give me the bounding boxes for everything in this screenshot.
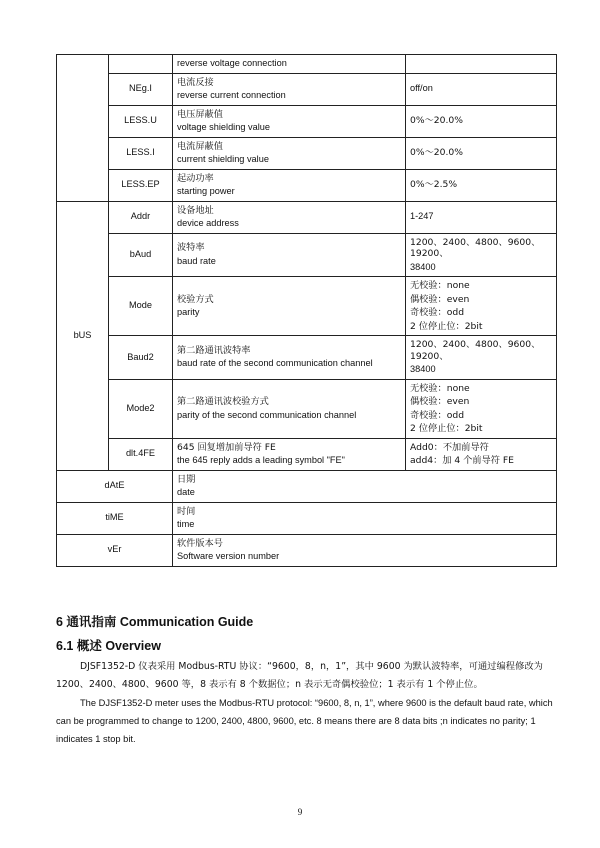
table-row: [57, 336, 557, 380]
table-row: [57, 502, 557, 534]
param-code: NEg.I: [109, 73, 173, 105]
param-value: 无校验：none 偶校验：even 奇校验：odd 2 位停止位：2bit: [406, 277, 557, 336]
param-code: Mode: [109, 277, 173, 336]
table-row: [57, 379, 557, 438]
table-row: [57, 137, 557, 169]
table-row: [57, 105, 557, 137]
parameter-table-body: [57, 55, 557, 567]
param-value: 1-247: [406, 201, 557, 233]
param-description: 软件版本号 Software version number: [173, 534, 557, 566]
param-code: dAtE: [57, 470, 173, 502]
param-description: 电流反接 reverse current connection: [173, 73, 406, 105]
paragraph-chinese: DJSF1352-D 仪表采用 Modbus-RTU 协议：“9600，8，n，1”，其中 9600 为默认波特率，可通过编程修改为 1200、2400、4800、9600 等，8 表示有 8 个数据位；n 表示无奇偶校验位；1 表示有 1 个停止位。: [56, 661, 543, 690]
group-cell-continued: [57, 55, 109, 202]
param-description: 日期 date: [173, 470, 557, 502]
table-row: [57, 169, 557, 201]
param-value: 1200、2400、4800、9600、19200、 38400: [406, 233, 557, 277]
param-value: Add0：不加前导符 add4：加 4 个前导符 FE: [406, 438, 557, 470]
table-row: [57, 73, 557, 105]
param-description: 波特率 baud rate: [173, 233, 406, 277]
param-code: [109, 55, 173, 74]
param-description: 起动功率 starting power: [173, 169, 406, 201]
param-value: [406, 55, 557, 74]
param-code: dlt.4FE: [109, 438, 173, 470]
param-value: 1200、2400、4800、9600、19200、 38400: [406, 336, 557, 380]
param-value: off/on: [406, 73, 557, 105]
param-description: 设备地址 device address: [173, 201, 406, 233]
parameter-table: [56, 54, 557, 567]
param-description: 第二路通讯波校验方式 parity of the second communication channel: [173, 379, 406, 438]
param-code: LESS.I: [109, 137, 173, 169]
param-description: 645 回复增加前导符 FE the 645 reply adds a leading symbol "FE": [173, 438, 406, 470]
param-description: 校验方式 parity: [173, 277, 406, 336]
param-code: Addr: [109, 201, 173, 233]
table-row: [57, 233, 557, 277]
section-heading: 6 通讯指南 Communication Guide: [56, 615, 254, 629]
table-row: [57, 470, 557, 502]
table-row: [57, 534, 557, 566]
paragraph-english: The DJSF1352-D meter uses the Modbus-RTU protocol: “9600, 8, n, 1”, where 9600 is the default baud rate, which can be programmed to change to 1200, 2400, 4800, 9600, etc. 8 means there are 8 data bits ;n indicates no parity; 1 indicates 1 stop bit.: [56, 698, 553, 744]
param-description: 时间 time: [173, 502, 557, 534]
param-code: LESS.U: [109, 105, 173, 137]
page-number: 9: [297, 807, 303, 817]
param-code: vEr: [57, 534, 173, 566]
subsection-heading: 6.1 概述 Overview: [56, 639, 161, 653]
table-row: [57, 438, 557, 470]
param-value: 0%～20.0%: [406, 137, 557, 169]
param-description: 电压屏蔽值 voltage shielding value: [173, 105, 406, 137]
param-description: 电流屏蔽值 current shielding value: [173, 137, 406, 169]
param-code: LESS.EP: [109, 169, 173, 201]
param-description: 第二路通讯波特率 baud rate of the second communication channel: [173, 336, 406, 380]
param-value: 0%～2.5%: [406, 169, 557, 201]
table-row: [57, 201, 557, 233]
param-code: Mode2: [109, 379, 173, 438]
table-row: [57, 277, 557, 336]
param-description: reverse voltage connection: [173, 55, 406, 74]
param-code: Baud2: [109, 336, 173, 380]
param-value: 0%～20.0%: [406, 105, 557, 137]
param-code: tiME: [57, 502, 173, 534]
param-code: bAud: [109, 233, 173, 277]
group-label-bus: bUS: [57, 201, 109, 470]
param-value: 无校验：none 偶校验：even 奇校验：odd 2 位停止位：2bit: [406, 379, 557, 438]
table-row: [57, 55, 557, 74]
